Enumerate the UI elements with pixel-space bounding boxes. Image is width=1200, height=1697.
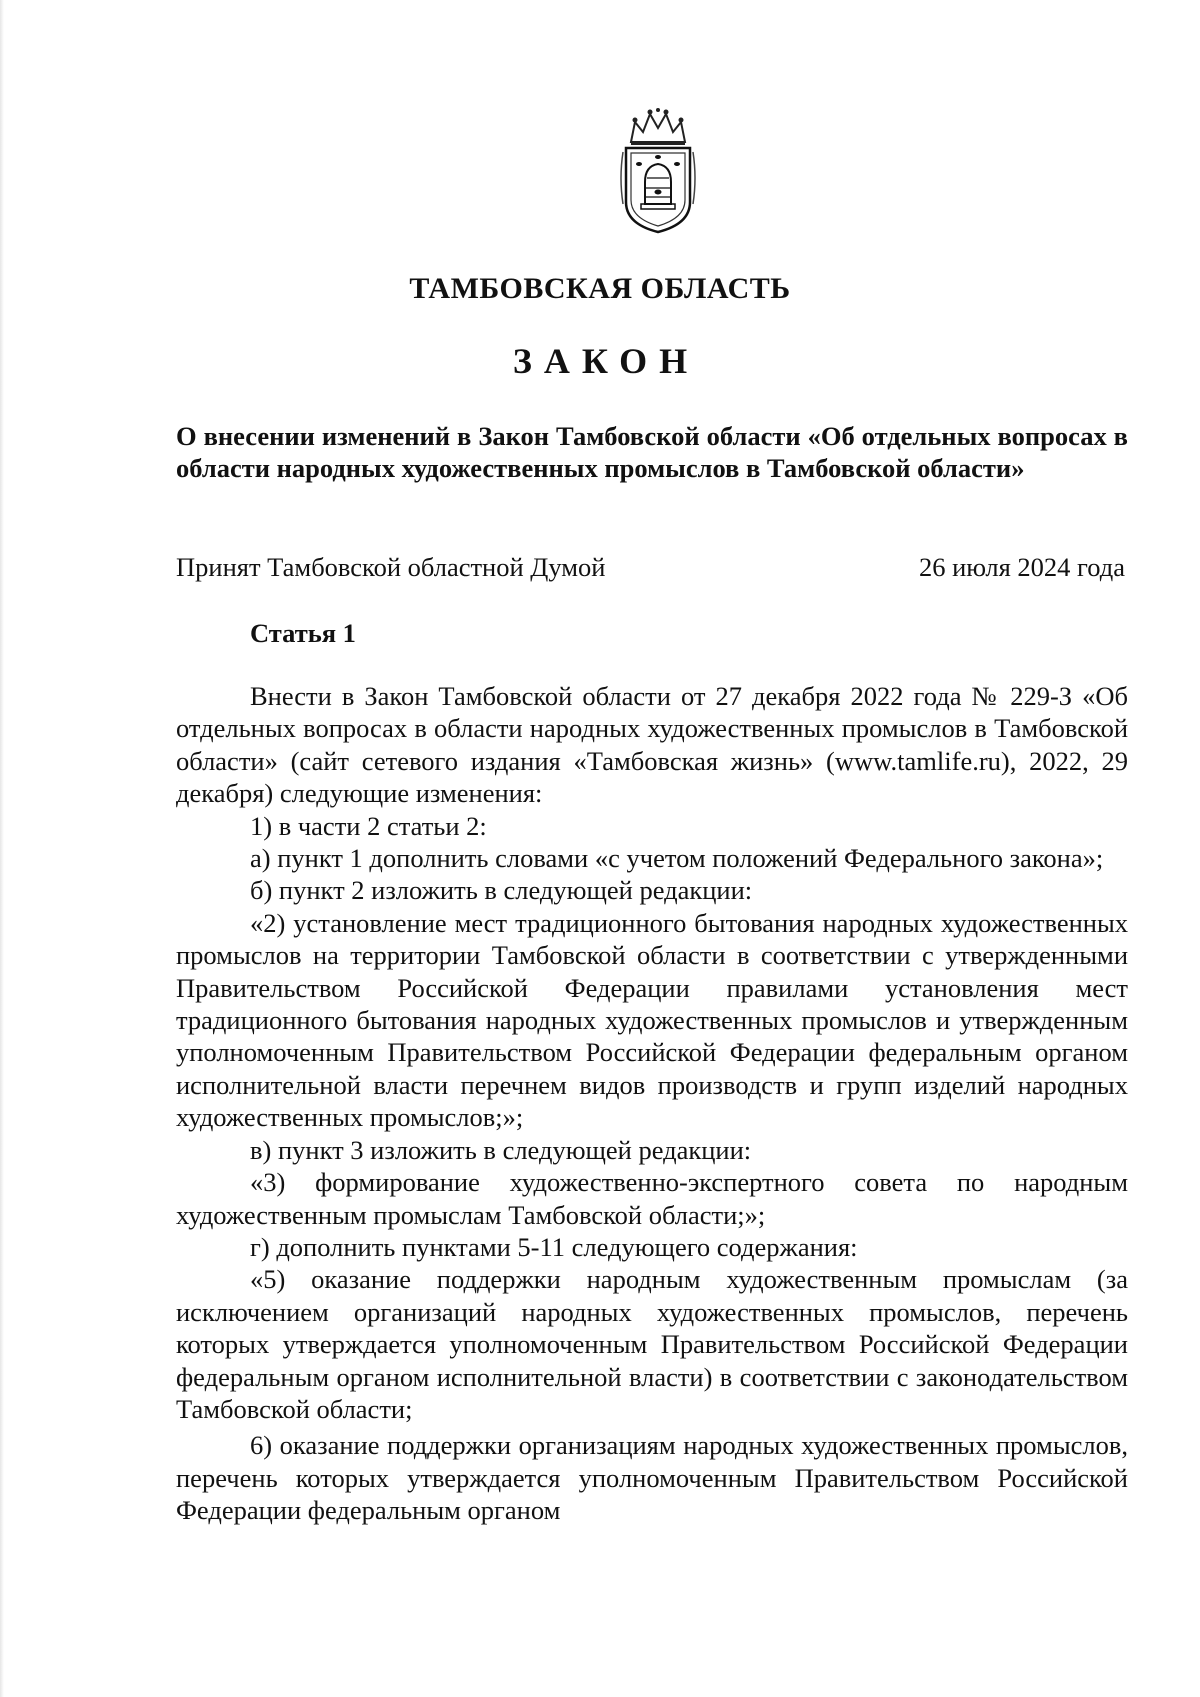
paragraph: «5) оказание поддержки народным художественным промыслам (за исключением организаций народных художественных промыслов, перечень которых утверждается уполномоченным Правительством Российской Федерации федеральным органом исполнительной власти) в соответствии с законодательством Тамбовской области; <box>176 1264 1128 1424</box>
paragraph: в) пункт 3 изложить в следующей редакции: <box>250 1134 752 1165</box>
law-title: О внесении изменений в Закон Тамбовской области «Об отдельных вопросах в области народных художественных промыслов в Тамбовской области» <box>176 421 1128 483</box>
document-type: ЗАКОН <box>512 341 700 381</box>
paragraph: «3) формирование художественно-экспертного совета по народным художественным промыслам Тамбовской области;»; <box>176 1167 1128 1230</box>
adoption-date: 26 июля 2024 года <box>918 552 1125 582</box>
paragraph: 1) в части 2 статьи 2: <box>250 810 487 841</box>
paragraph: Внести в Закон Тамбовской области от 27 декабря 2022 года № 229-З «Об отдельных вопросах в области народных художественных промыслов в Тамбовской области» (сайт сетевого издания «Тамбовская жизнь» (www.tamlife.ru), 2022, 29 декабря) следующие изменения: <box>176 681 1128 809</box>
article-heading: Статья 1 <box>250 618 356 648</box>
paragraph: а) пункт 1 дополнить словами «с учетом положений Федерального закона»; <box>250 843 1104 874</box>
article-body <box>176 680 1128 1527</box>
paragraph: «2) установление мест традиционного бытования народных художественных промыслов на территории Тамбовской области в соответствии с утвержденными Правительством Российской Федерации правилами установления мест традиционного бытования народных художественных промыслов и утвержденным уполномоченным Правительством Российской Федерации федеральным органом исполнительной власти перечнем видов производств и групп изделий народных художественных промыслов;»; <box>176 907 1128 1133</box>
paragraph: б) пункт 2 изложить в следующей редакции: <box>250 875 753 906</box>
scan-edge <box>0 0 4 1697</box>
tambov-coat-of-arms-icon <box>617 108 699 236</box>
region-name: ТАМБОВСКАЯ ОБЛАСТЬ <box>409 272 791 305</box>
adopted-by: Принят Тамбовской областной Думой <box>176 552 606 582</box>
paragraph: 6) оказание поддержки организациям народных художественных промыслов, перечень которых утверждается уполномоченным Правительством Российской Федерации федеральным органом <box>176 1430 1128 1526</box>
paragraph: г) дополнить пунктами 5-11 следующего содержания: <box>250 1231 858 1262</box>
